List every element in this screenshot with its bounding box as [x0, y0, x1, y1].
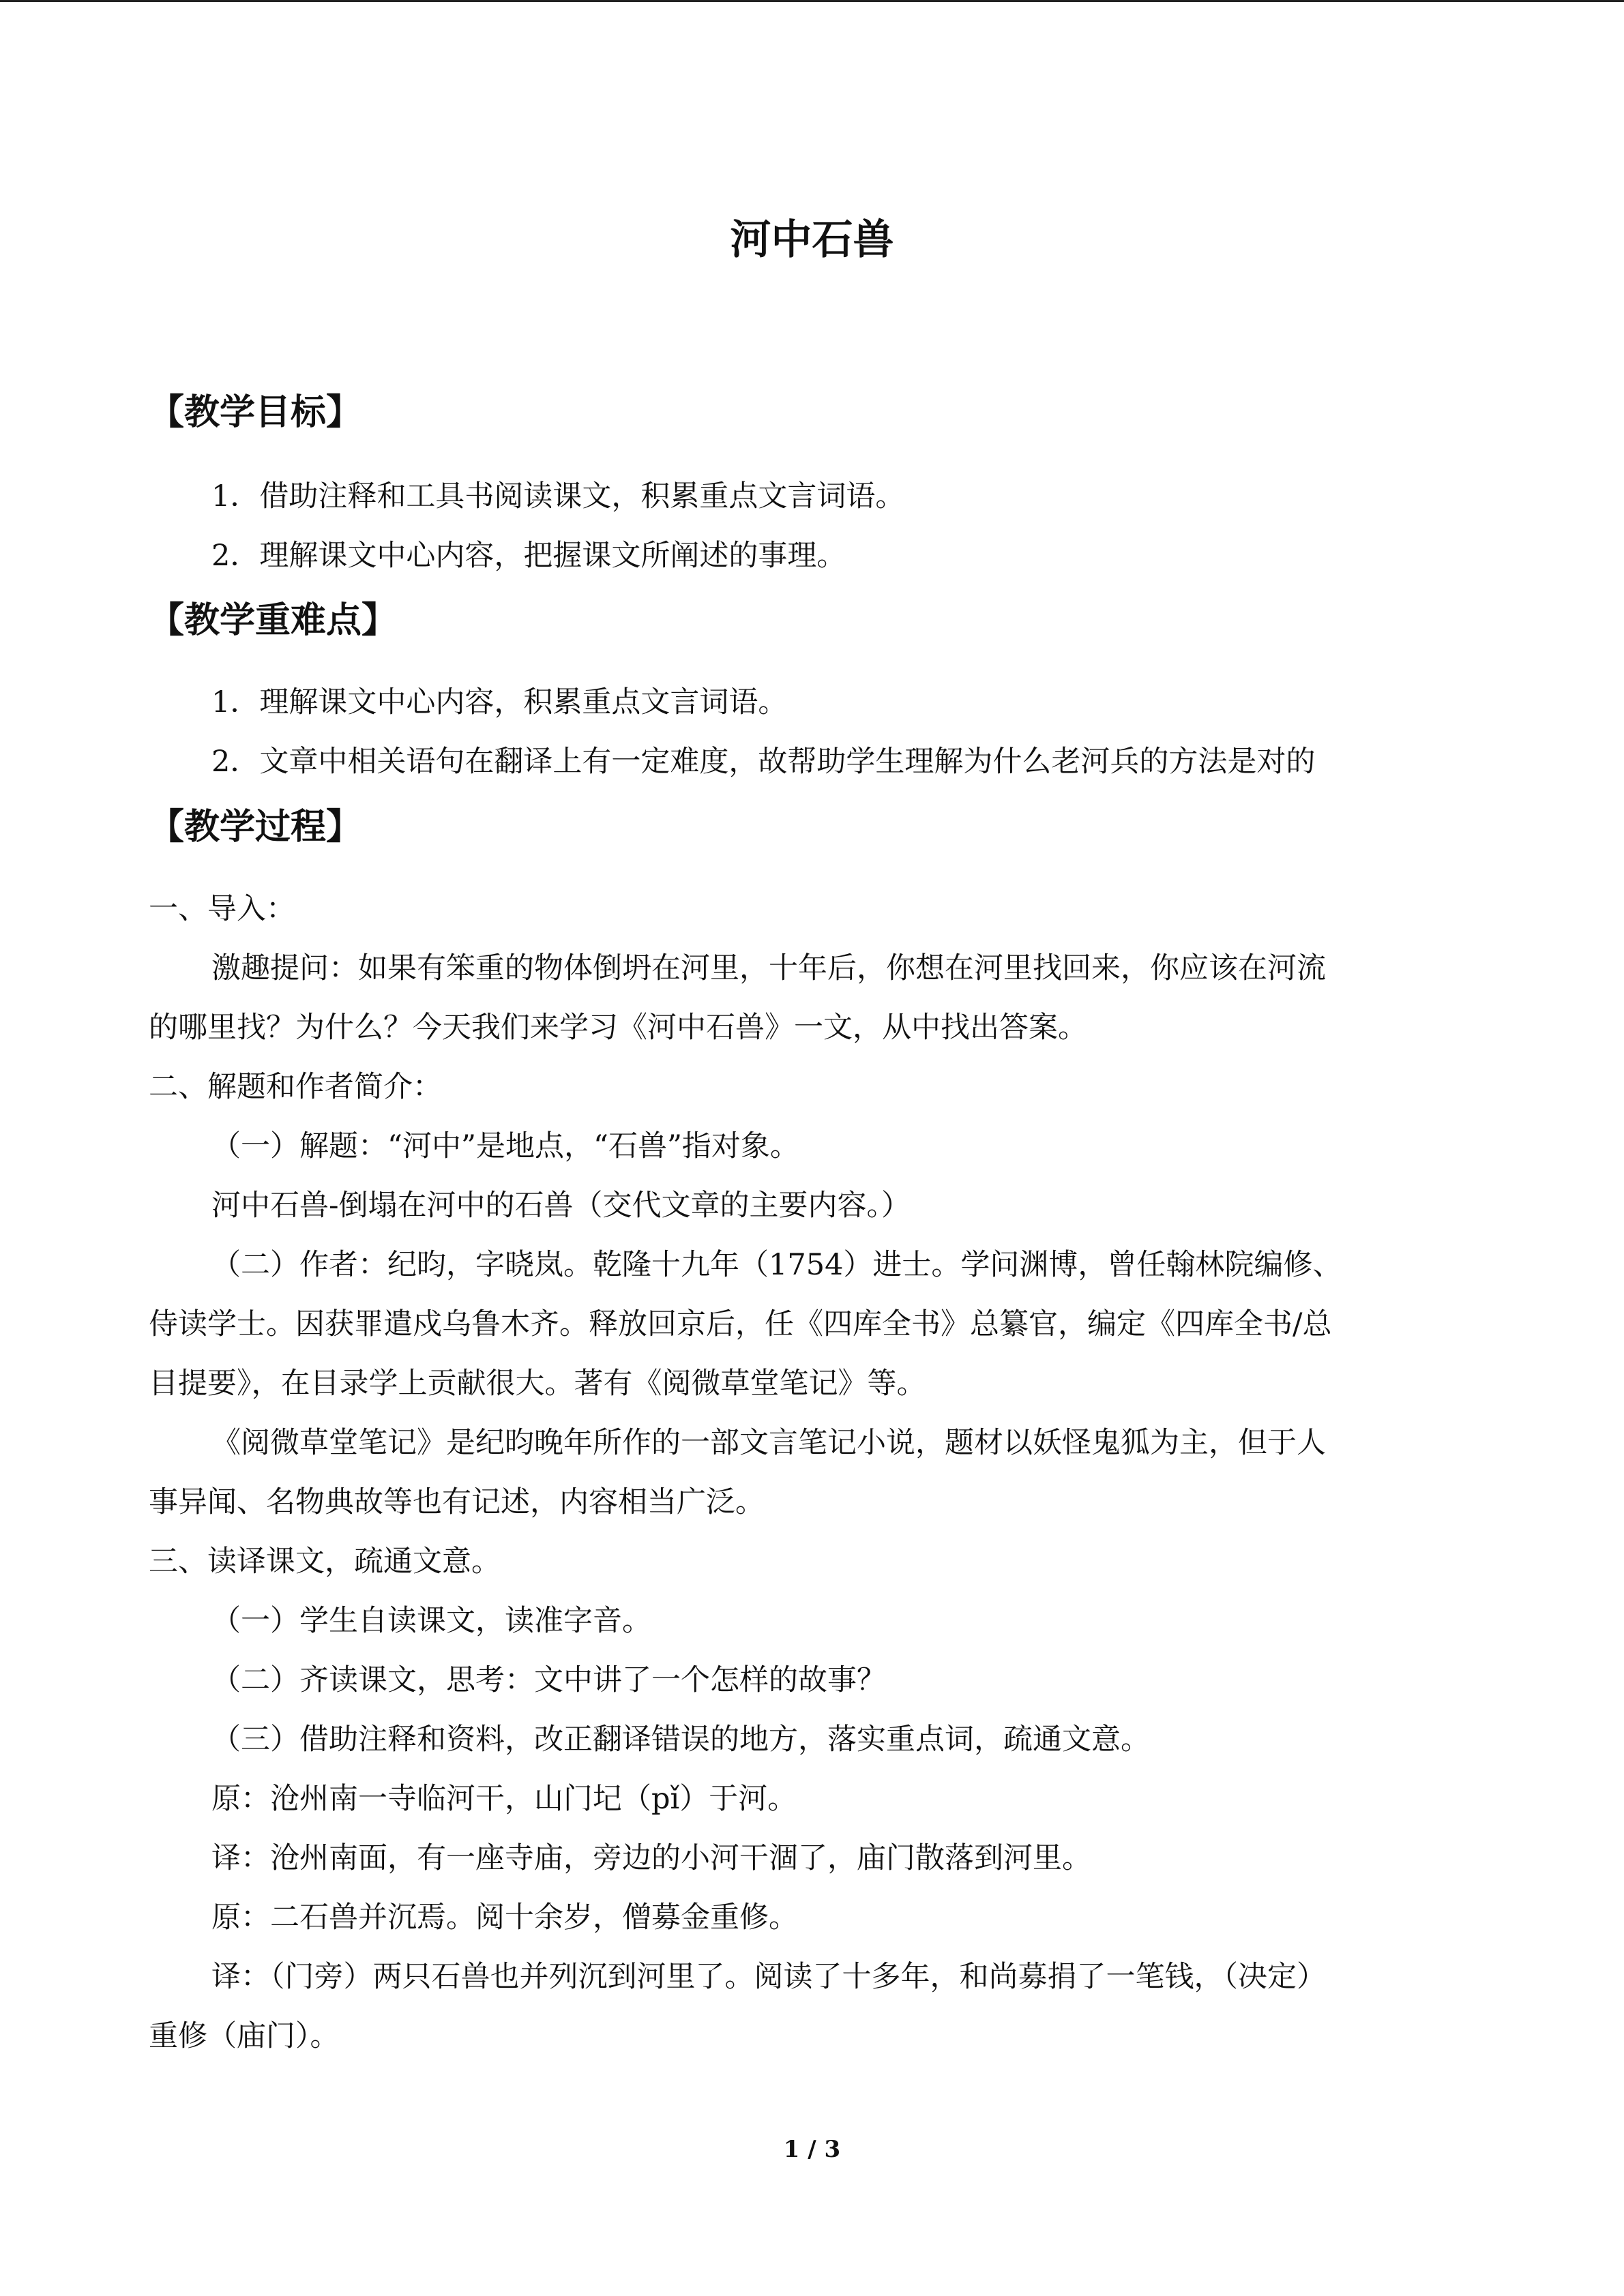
page-title: 河中石兽 [730, 216, 894, 264]
paragraph-line: 河中石兽-倒塌在河中的石兽（交代文章的主要内容。） [211, 1189, 911, 1223]
paragraph-line: 二、解题和作者简介： [149, 1070, 442, 1104]
difficulty-item: 1．理解课文中心内容，积累重点文言词语。 [211, 685, 788, 719]
goal-item: 2．理解课文中心内容，把握课文所阐述的事理。 [211, 539, 846, 573]
paragraph-line: （一）解题：“河中”是地点，“石兽”指对象。 [211, 1129, 799, 1163]
goal-item: 1．借助注释和工具书阅读课文，积累重点文言词语。 [211, 479, 905, 513]
page-number: 1 / 3 [783, 2136, 841, 2163]
top-border [0, 0, 1624, 2]
paragraph-line: 原：二石兽并沉焉。阅十余岁，僧募金重修。 [211, 1900, 798, 1935]
paragraph-line: 原：沧州南一寺临河干，山门圮（pǐ）于河。 [211, 1782, 797, 1816]
difficulty-item: 2．文章中相关语句在翻译上有一定难度，故帮助学生理解为什么老河兵的方法是对的 [211, 745, 1316, 779]
paragraph-line: 《阅微草堂笔记》是纪昀晚年所作的一部文言笔记小说，题材以妖怪鬼狐为主，但于人 [211, 1426, 1326, 1460]
paragraph-line: 的哪里找？为什么？今天我们来学习《河中石兽》一文，从中找出答案。 [149, 1011, 1087, 1045]
paragraph-line: （二）作者：纪昀，字晓岚。乾隆十九年（1754）进士。学问渊博，曾任翰林院编修、 [211, 1248, 1342, 1282]
section-heading-process: 【教学过程】 [149, 807, 362, 848]
paragraph-line: 侍读学士。因获罪遣戍乌鲁木齐。释放回京后，任《四库全书》总纂官，编定《四库全书/总 [149, 1307, 1332, 1341]
paragraph-line: 事异闻、名物典故等也有记述，内容相当广泛。 [149, 1485, 765, 1519]
paragraph-line: 激趣提问：如果有笨重的物体倒坍在河里，十年后，你想在河里找回来，你应该在河流 [211, 951, 1326, 985]
paragraph-line: 重修（庙门）。 [149, 2019, 340, 2053]
section-heading-difficulties: 【教学重难点】 [149, 600, 398, 641]
paragraph-line: （二）齐读课文，思考：文中讲了一个怎样的故事？ [211, 1663, 886, 1697]
section-heading-goals: 【教学目标】 [149, 392, 362, 433]
paragraph-line: （三）借助注释和资料，改正翻译错误的地方，落实重点词，疏通文意。 [211, 1723, 1150, 1757]
paragraph-line: （一）学生自读课文，读准字音。 [211, 1604, 651, 1638]
paragraph-line: 三、读译课文，疏通文意。 [149, 1545, 501, 1579]
paragraph-line: 一、导入： [149, 892, 295, 926]
paragraph-line: 译：（门旁）两只石兽也并列沉到河里了。阅读了十多年，和尚募捐了一笔钱，（决定） [211, 1960, 1326, 1994]
paragraph-line: 译：沧州南面，有一座寺庙，旁边的小河干涸了，庙门散落到河里。 [211, 1841, 1091, 1875]
paragraph-line: 目提要》，在目录学上贡献很大。著有《阅微草堂笔记》等。 [149, 1367, 926, 1401]
